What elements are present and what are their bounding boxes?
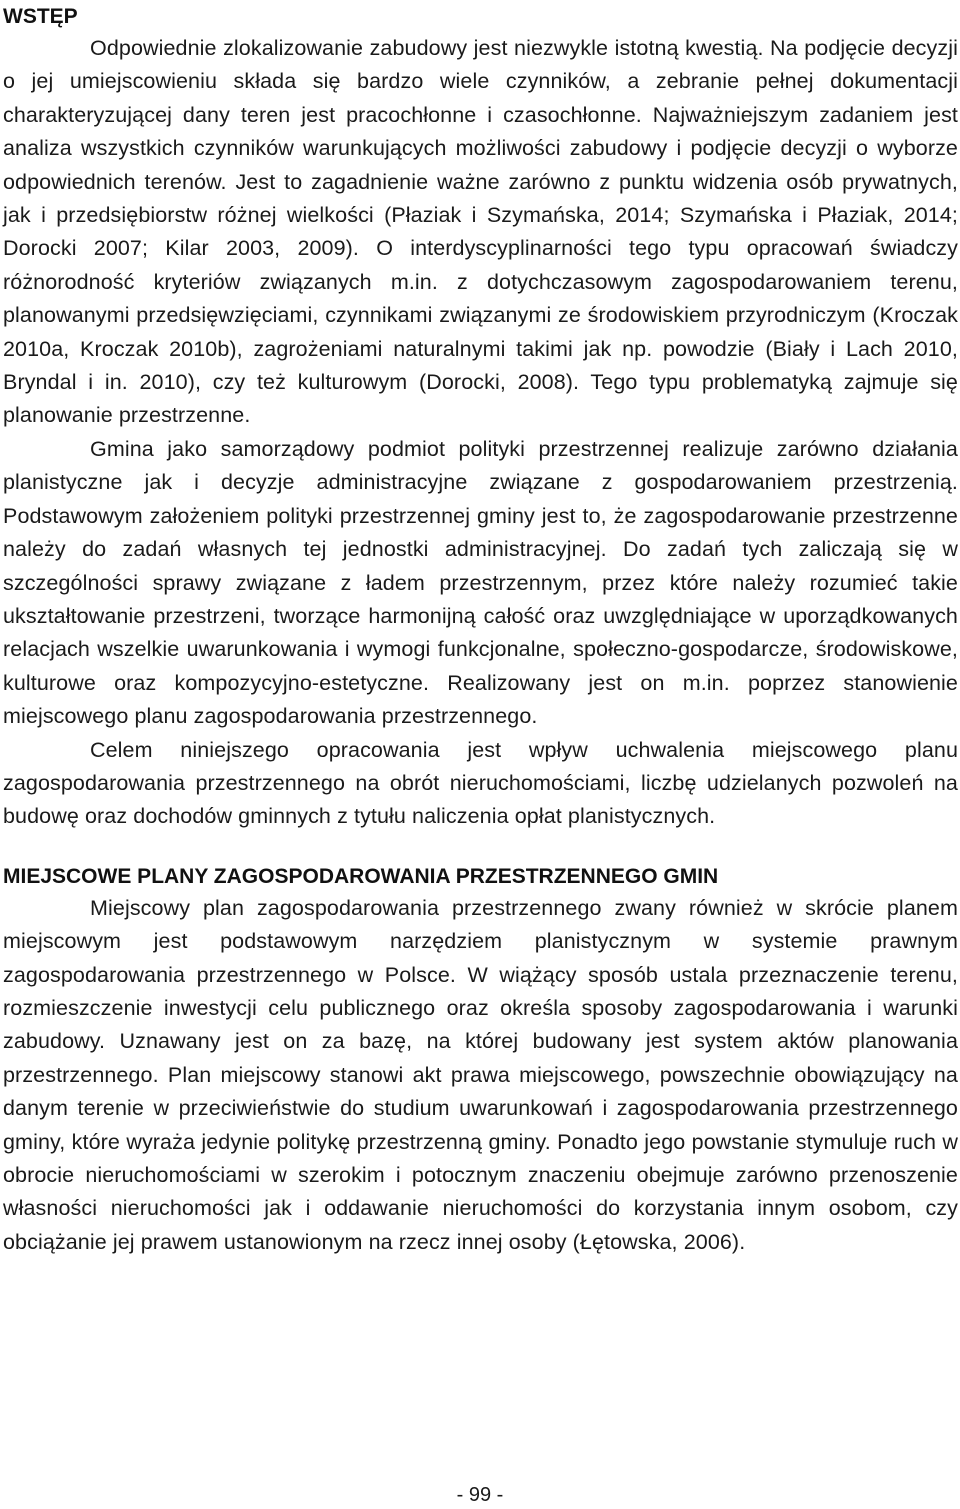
page-number: - 99 -: [456, 1484, 504, 1506]
intro-paragraph-2: Gmina jako samorządowy podmiot polityki przestrzennej realizuje zarówno działania planistyczne jak i decyzje administracyjne związane z gospodarowaniem przestrzenią. Podstawowym założeniem polityki przestrzennej gminy jest to, że zagospodarowanie przestrzenne należy do zadań własnych tej jednostki administracyjnej. Do zadań tych zaliczają się w szczególności sprawy związane z ładem przestrzennym, przez które należy rozumieć takie ukształtowanie przestrzeni, tworzące harmonijną całość oraz uwzględniające w uporządkowanych relacjach wszelkie uwarunkowania i wymogi funkcjonalne, społeczno-gospodarcze, środowiskowe, kulturowe oraz kompozycyjno-estetyczne. Realizowany jest on m.in. poprzez stanowienie miejscowego planu zagospodarowania przestrzennego.: [3, 436, 958, 729]
section-heading-intro: WSTĘP: [3, 5, 78, 28]
local-plans-paragraph-1: Miejscowy plan zagospodarowania przestrzennego zwany również w skrócie planem miejscowym jest podstawowym narzędziem planistycznym w systemie prawnym zagospodarowania przestrzennego w Polsce. W wiążący sposób ustala przeznaczenie terenu, rozmieszczenie inwestycji celu publicznego oraz określa sposoby zagospodarowania i warunki zabudowy. Uznawany jest on za bazę, na której budowany jest system aktów planowania przestrzennego. Plan miejscowy stanowi akt prawa miejscowego, powszechnie obowiązujący na danym terenie w przeciwieństwie do studium uwarunkowań i zagospodarowania przestrzennego gminy, które wyraża jedynie politykę przestrzenną gminy. Ponadto jego powstanie stymuluje ruch w obrocie nieruchomościami w szerokim i potocznym znaczeniu obejmuje zarówno przenoszenie własności nieruchomości jak i oddawanie nieruchomości do korzystania innym osobom, czy obciążanie jej prawem ustanowionym na rzecz innej osoby (Łętowska, 2006).: [3, 895, 958, 1254]
section-heading-local-plans: MIEJSCOWE PLANY ZAGOSPODAROWANIA PRZESTRZENNEGO GMIN: [3, 864, 719, 888]
intro-paragraph-1: Odpowiednie zlokalizowanie zabudowy jest niezwykle istotną kwestią. Na podjęcie decyzji o jej umiejscowieniu składa się bardzo wiele czynników, a zebranie pełnej dokumentacji charakteryzującej dany teren jest pracochłonne i czasochłonne. Najważniejszym zadaniem jest analiza wszystkich czynników warunkujących możliwości zabudowy i podjęcie decyzji o wyborze odpowiednich terenów. Jest to zagadnienie ważne zarówno z punktu widzenia osób prywatnych, jak i przedsiębiorstw różnej wielkości (Płaziak i Szymańska, 2014; Szymańska i Płaziak, 2014; Dorocki 2007; Kilar 2003, 2009). O interdyscyplinarności tego typu opracowań świadczy różnorodność kryteriów związanych m.in. z dotychczasowym zagospodarowaniem terenu, planowanymi przedsięwzięciami, czynnikami związanymi ze środowiskiem przyrodniczym (Kroczak 2010a, Kroczak 2010b), zagrożeniami naturalnymi takimi jak np. powodzie (Biały i Lach 2010, Bryndal i in. 2010), czy też kulturowym (Dorocki, 2008). Tego typu problematyką zajmuje się planowanie przestrzenne.: [3, 36, 958, 428]
document-page: [3, 0, 958, 1259]
intro-paragraph-3: Celem niniejszego opracowania jest wpływ uchwalenia miejscowego planu zagospodarowania przestrzennego na obrót nieruchomościami, liczbę udzielanych pozwoleń na budowę oraz dochodów gminnych z tytułu naliczenia opłat planistycznych.: [3, 737, 958, 829]
